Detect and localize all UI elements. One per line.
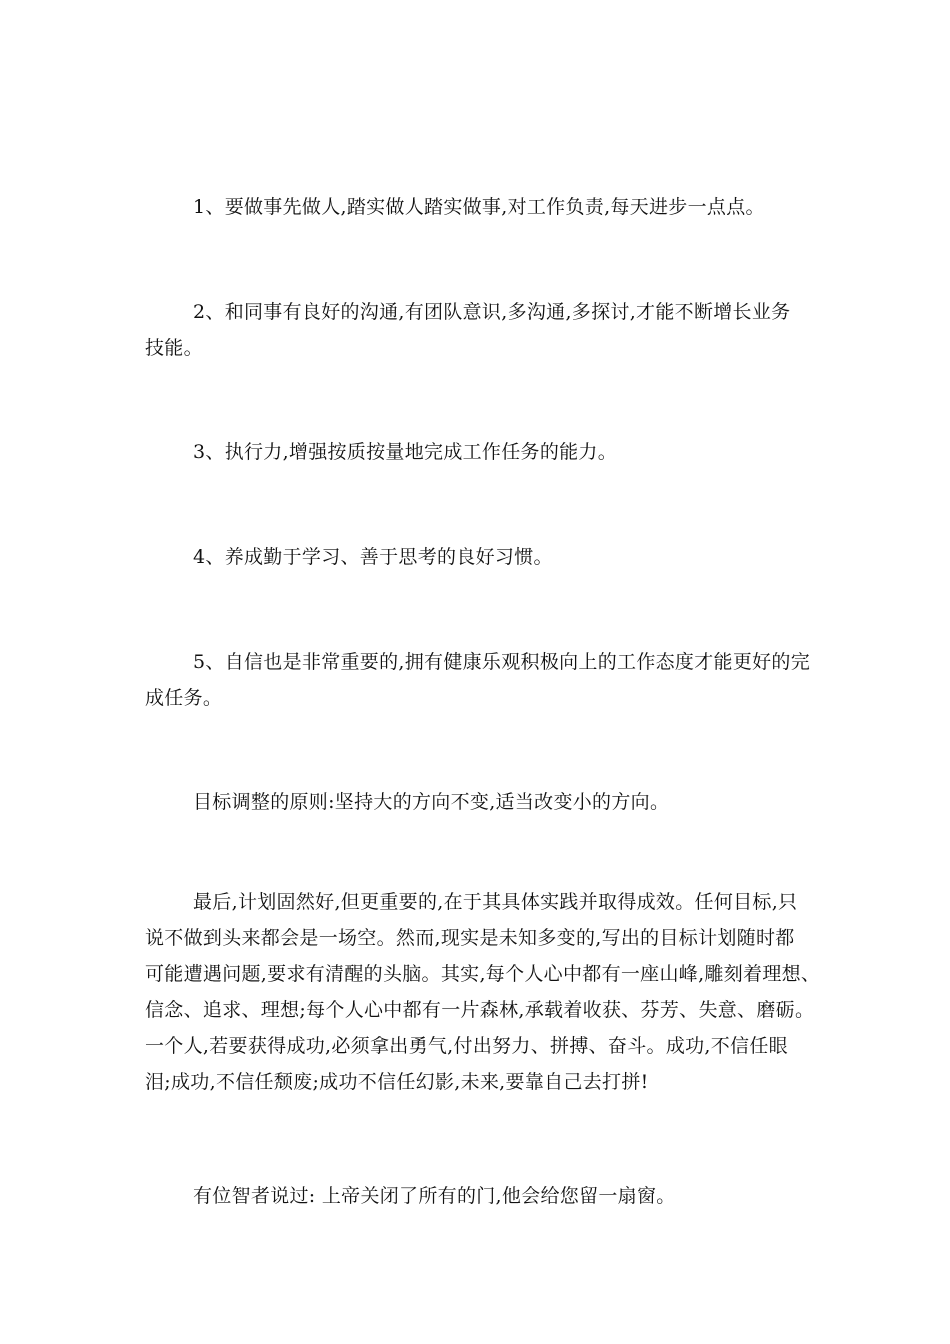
text-line: 成任务。 — [145, 687, 223, 709]
list-item-5 — [145, 644, 810, 716]
text-line: 有位智者说过: 上帝关闭了所有的门,他会给您留一扇窗。 — [193, 1185, 676, 1207]
list-item-1 — [145, 189, 810, 225]
conclusion-paragraph — [145, 884, 821, 1100]
quote-paragraph — [145, 1178, 810, 1214]
principle-paragraph — [145, 784, 810, 820]
list-item-3 — [145, 434, 810, 470]
text-line: 可能遭遇问题,要求有清醒的头脑。其实,每个人心中都有一座山峰,雕刻着理想、 — [145, 963, 821, 985]
text-line: 一个人,若要获得成功,必须拿出勇气,付出努力、拼搏、奋斗。成功,不信任眼 — [145, 1035, 788, 1057]
text-line: 目标调整的原则:坚持大的方向不变,适当改变小的方向。 — [193, 791, 670, 813]
list-item-4 — [145, 539, 810, 575]
text-line: 5、自信也是非常重要的,拥有健康乐观积极向上的工作态度才能更好的完 — [193, 651, 811, 673]
text-line: 信念、追求、理想;每个人心中都有一片森林,承载着收获、芬芳、失意、磨砺。 — [145, 999, 815, 1021]
text-line: 说不做到头来都会是一场空。然而,现实是未知多变的,写出的目标计划随时都 — [145, 927, 795, 949]
text-line: 4、养成勤于学习、善于思考的良好习惯。 — [193, 546, 553, 568]
list-item-2 — [145, 294, 810, 366]
text-line: 1、要做事先做人,踏实做人踏实做事,对工作负责,每天进步一点点。 — [193, 196, 765, 218]
text-line: 3、执行力,增强按质按量地完成工作任务的能力。 — [193, 441, 618, 463]
text-line: 技能。 — [145, 337, 203, 359]
text-line: 最后,计划固然好,但更重要的,在于其具体实践并取得成效。任何目标,只 — [193, 891, 798, 913]
text-line: 泪;成功,不信任颓废;成功不信任幻影,未来,要靠自己去打拼! — [145, 1071, 649, 1093]
text-line: 2、和同事有良好的沟通,有团队意识,多沟通,多探讨,才能不断增长业务 — [193, 301, 791, 323]
